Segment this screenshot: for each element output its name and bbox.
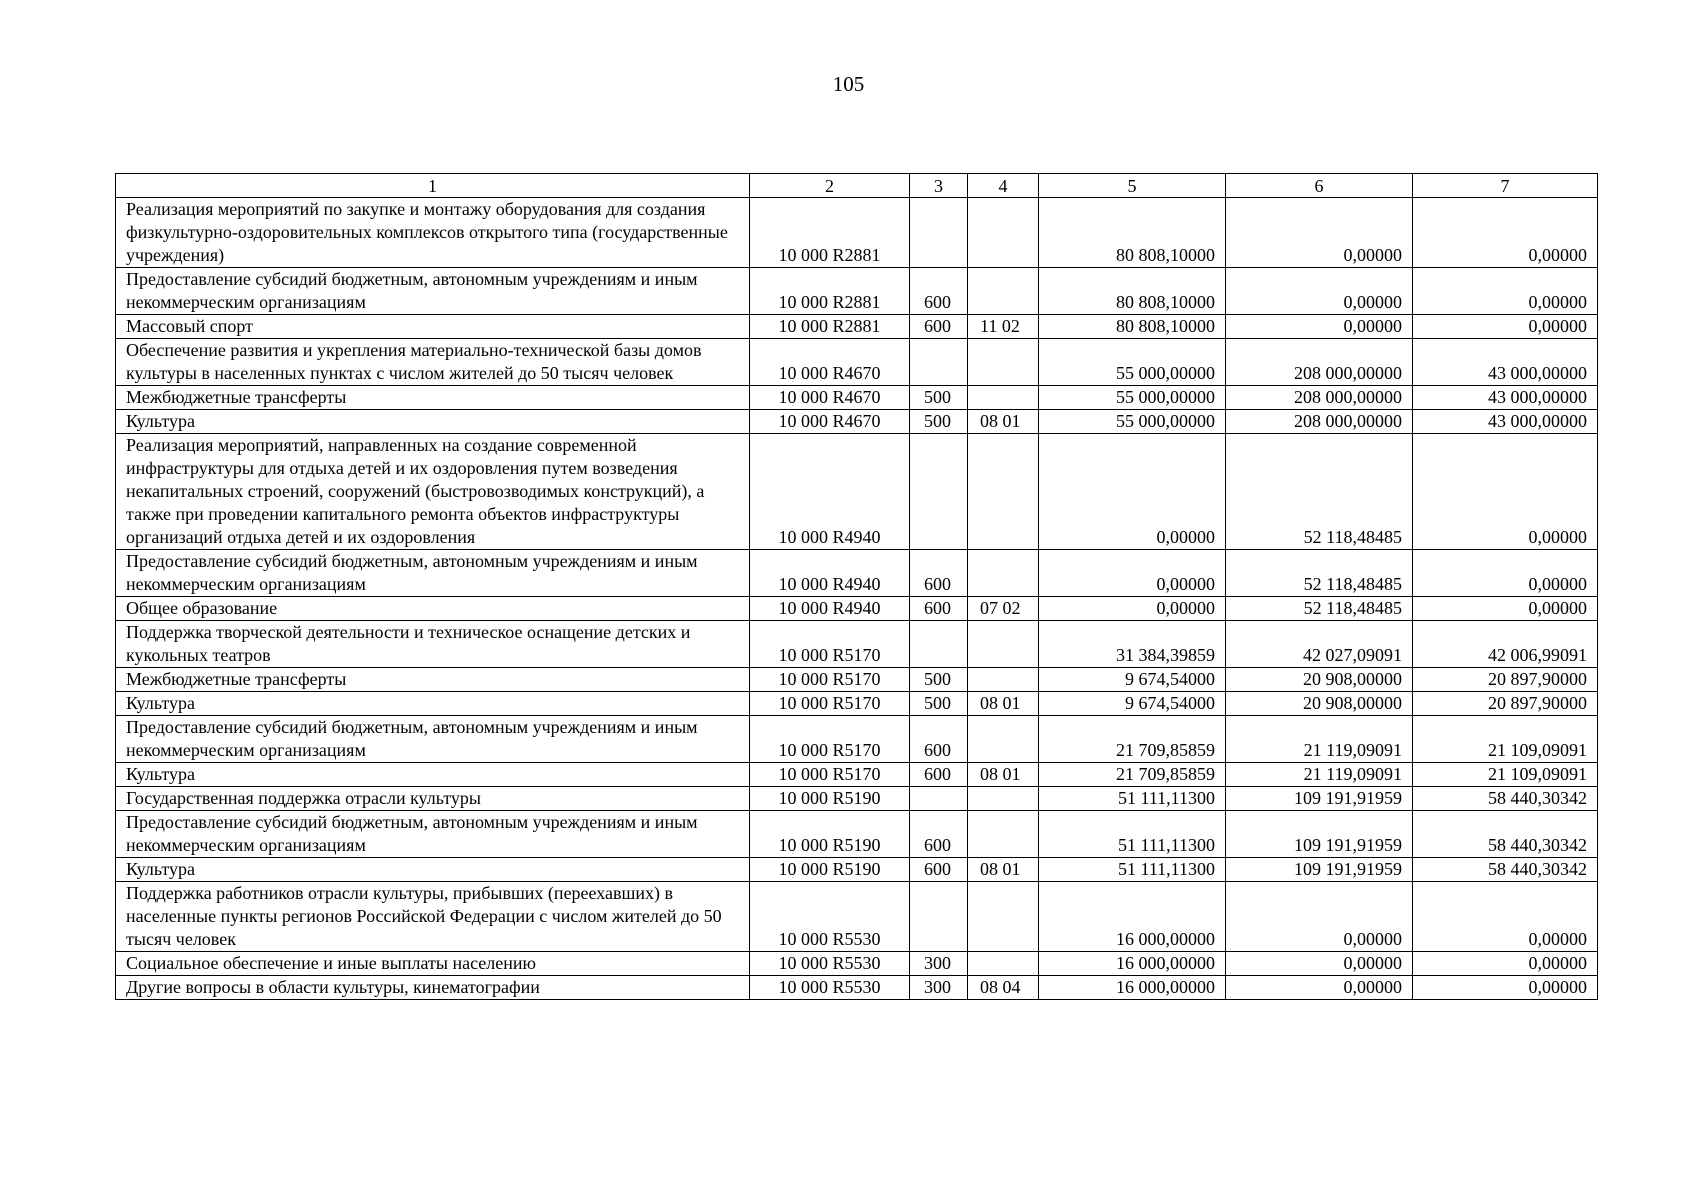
section-code [968,268,1039,315]
column-header: 1 [116,174,750,198]
amount-col-7: 0,00000 [1413,315,1598,339]
item-name: Обеспечение развития и укрепления материально-технической базы домов культуры в населенных пунктах с числом жителей до 50 тысяч человек [116,339,750,386]
amount-col-5: 55 000,00000 [1039,386,1226,410]
table-row [116,550,1598,597]
item-name: Межбюджетные трансферты [116,386,750,410]
amount-col-5: 55 000,00000 [1039,410,1226,434]
section-code [968,386,1039,410]
amount-col-5: 0,00000 [1039,434,1226,550]
target-article-code: 10 000 R2881 [750,315,910,339]
section-code [968,198,1039,268]
item-name: Массовый спорт [116,315,750,339]
table-row [116,811,1598,858]
amount-col-7: 0,00000 [1413,597,1598,621]
amount-col-6: 0,00000 [1226,976,1413,1000]
amount-col-5: 80 808,10000 [1039,198,1226,268]
amount-col-5: 51 111,11300 [1039,811,1226,858]
amount-col-5: 16 000,00000 [1039,882,1226,952]
section-code [968,952,1039,976]
item-name: Поддержка работников отрасли культуры, прибывших (переехавших) в населенные пункты регионов Российской Федерации с числом жителей до 50 тысяч человек [116,882,750,952]
section-code: 08 01 [968,692,1039,716]
amount-col-6: 21 119,09091 [1226,763,1413,787]
section-code: 07 02 [968,597,1039,621]
amount-col-6: 109 191,91959 [1226,858,1413,882]
section-code: 11 02 [968,315,1039,339]
column-header: 7 [1413,174,1598,198]
expense-type-code: 500 [910,668,968,692]
expense-type-code: 500 [910,692,968,716]
expense-type-code: 600 [910,716,968,763]
amount-col-7: 42 006,99091 [1413,621,1598,668]
target-article-code: 10 000 R5530 [750,976,910,1000]
table-row [116,787,1598,811]
expense-type-code: 300 [910,976,968,1000]
amount-col-5: 9 674,54000 [1039,692,1226,716]
expense-type-code [910,198,968,268]
amount-col-7: 20 897,90000 [1413,692,1598,716]
section-code [968,339,1039,386]
section-code [968,550,1039,597]
table-row [116,339,1598,386]
expense-type-code [910,787,968,811]
column-header: 3 [910,174,968,198]
amount-col-7: 21 109,09091 [1413,716,1598,763]
column-header: 6 [1226,174,1413,198]
amount-col-5: 80 808,10000 [1039,315,1226,339]
table-row [116,410,1598,434]
column-header: 2 [750,174,910,198]
section-code [968,668,1039,692]
amount-col-7: 0,00000 [1413,882,1598,952]
expense-type-code: 300 [910,952,968,976]
item-name: Предоставление субсидий бюджетным, автономным учреждениям и иным некоммерческим организациям [116,811,750,858]
target-article-code: 10 000 R4670 [750,386,910,410]
table-row [116,621,1598,668]
amount-col-5: 51 111,11300 [1039,787,1226,811]
table-row [116,858,1598,882]
expense-type-code [910,434,968,550]
section-code [968,787,1039,811]
table-row [116,386,1598,410]
amount-col-7: 43 000,00000 [1413,339,1598,386]
amount-col-6: 109 191,91959 [1226,811,1413,858]
table-row [116,315,1598,339]
expense-type-code: 600 [910,550,968,597]
target-article-code: 10 000 R5190 [750,858,910,882]
amount-col-6: 0,00000 [1226,315,1413,339]
item-name: Культура [116,858,750,882]
section-code: 08 01 [968,858,1039,882]
table-row [116,597,1598,621]
expense-type-code: 500 [910,410,968,434]
amount-col-6: 52 118,48485 [1226,550,1413,597]
target-article-code: 10 000 R4940 [750,597,910,621]
table-row [116,763,1598,787]
section-code [968,716,1039,763]
amount-col-5: 51 111,11300 [1039,858,1226,882]
amount-col-5: 80 808,10000 [1039,268,1226,315]
target-article-code: 10 000 R5170 [750,692,910,716]
table-row [116,882,1598,952]
amount-col-5: 16 000,00000 [1039,952,1226,976]
amount-col-7: 20 897,90000 [1413,668,1598,692]
expense-type-code: 600 [910,268,968,315]
amount-col-5: 21 709,85859 [1039,763,1226,787]
target-article-code: 10 000 R5170 [750,763,910,787]
amount-col-6: 0,00000 [1226,268,1413,315]
amount-col-6: 20 908,00000 [1226,692,1413,716]
expense-type-code [910,882,968,952]
expense-type-code: 600 [910,597,968,621]
item-name: Реализация мероприятий по закупке и монтажу оборудования для создания физкультурно-оздоровительных комплексов открытого типа (государственные учреждения) [116,198,750,268]
amount-col-7: 43 000,00000 [1413,386,1598,410]
expense-type-code: 600 [910,811,968,858]
table-row [116,952,1598,976]
expense-type-code: 500 [910,386,968,410]
amount-col-7: 21 109,09091 [1413,763,1598,787]
header-row [116,174,1598,198]
amount-col-5: 21 709,85859 [1039,716,1226,763]
target-article-code: 10 000 R4670 [750,339,910,386]
item-name: Предоставление субсидий бюджетным, автономным учреждениям и иным некоммерческим организациям [116,550,750,597]
target-article-code: 10 000 R4670 [750,410,910,434]
expense-type-code: 600 [910,858,968,882]
target-article-code: 10 000 R5190 [750,787,910,811]
amount-col-6: 208 000,00000 [1226,410,1413,434]
expense-type-code [910,621,968,668]
amount-col-7: 0,00000 [1413,198,1598,268]
table-row [116,268,1598,315]
target-article-code: 10 000 R5530 [750,882,910,952]
expense-type-code: 600 [910,763,968,787]
table-row [116,716,1598,763]
amount-col-6: 0,00000 [1226,952,1413,976]
item-name: Социальное обеспечение и иные выплаты населению [116,952,750,976]
expense-type-code: 600 [910,315,968,339]
target-article-code: 10 000 R4940 [750,434,910,550]
target-article-code: 10 000 R4940 [750,550,910,597]
item-name: Межбюджетные трансферты [116,668,750,692]
amount-col-7: 0,00000 [1413,952,1598,976]
item-name: Культура [116,692,750,716]
section-code [968,621,1039,668]
item-name: Культура [116,763,750,787]
amount-col-7: 58 440,30342 [1413,787,1598,811]
amount-col-7: 58 440,30342 [1413,811,1598,858]
column-header: 4 [968,174,1039,198]
table-row [116,434,1598,550]
amount-col-6: 208 000,00000 [1226,339,1413,386]
table-row [116,668,1598,692]
amount-col-6: 0,00000 [1226,198,1413,268]
amount-col-6: 208 000,00000 [1226,386,1413,410]
target-article-code: 10 000 R5190 [750,811,910,858]
amount-col-6: 0,00000 [1226,882,1413,952]
item-name: Предоставление субсидий бюджетным, автономным учреждениям и иным некоммерческим организациям [116,268,750,315]
section-code: 08 04 [968,976,1039,1000]
item-name: Предоставление субсидий бюджетным, автономным учреждениям и иным некоммерческим организациям [116,716,750,763]
target-article-code: 10 000 R2881 [750,268,910,315]
item-name: Реализация мероприятий, направленных на создание современной инфраструктуры для отдыха детей и их оздоровления путем возведения некапитальных строений, сооружений (быстровозводимых конструкций), а также при проведении капитального ремонта объектов инфраструктуры организаций отдыха детей и их оздоровления [116,434,750,550]
amount-col-6: 42 027,09091 [1226,621,1413,668]
target-article-code: 10 000 R5170 [750,668,910,692]
amount-col-5: 0,00000 [1039,550,1226,597]
amount-col-6: 52 118,48485 [1226,434,1413,550]
target-article-code: 10 000 R2881 [750,198,910,268]
amount-col-6: 21 119,09091 [1226,716,1413,763]
item-name: Государственная поддержка отрасли культуры [116,787,750,811]
amount-col-7: 0,00000 [1413,976,1598,1000]
budget-table [115,173,1598,1000]
section-code [968,882,1039,952]
amount-col-6: 109 191,91959 [1226,787,1413,811]
target-article-code: 10 000 R5170 [750,716,910,763]
target-article-code: 10 000 R5170 [750,621,910,668]
amount-col-7: 0,00000 [1413,268,1598,315]
amount-col-7: 0,00000 [1413,434,1598,550]
item-name: Другие вопросы в области культуры, кинематографии [116,976,750,1000]
amount-col-6: 20 908,00000 [1226,668,1413,692]
item-name: Общее образование [116,597,750,621]
amount-col-6: 52 118,48485 [1226,597,1413,621]
column-header: 5 [1039,174,1226,198]
amount-col-5: 55 000,00000 [1039,339,1226,386]
page-number: 105 [832,72,865,96]
amount-col-7: 58 440,30342 [1413,858,1598,882]
table-row [116,976,1598,1000]
table-row [116,198,1598,268]
amount-col-5: 31 384,39859 [1039,621,1226,668]
amount-col-5: 16 000,00000 [1039,976,1226,1000]
table-row [116,692,1598,716]
expense-type-code [910,339,968,386]
item-name: Культура [116,410,750,434]
amount-col-5: 0,00000 [1039,597,1226,621]
amount-col-5: 9 674,54000 [1039,668,1226,692]
amount-col-7: 0,00000 [1413,550,1598,597]
section-code [968,434,1039,550]
section-code: 08 01 [968,763,1039,787]
table-body [116,198,1598,1000]
section-code [968,811,1039,858]
section-code: 08 01 [968,410,1039,434]
item-name: Поддержка творческой деятельности и техническое оснащение детских и кукольных театров [116,621,750,668]
amount-col-7: 43 000,00000 [1413,410,1598,434]
target-article-code: 10 000 R5530 [750,952,910,976]
